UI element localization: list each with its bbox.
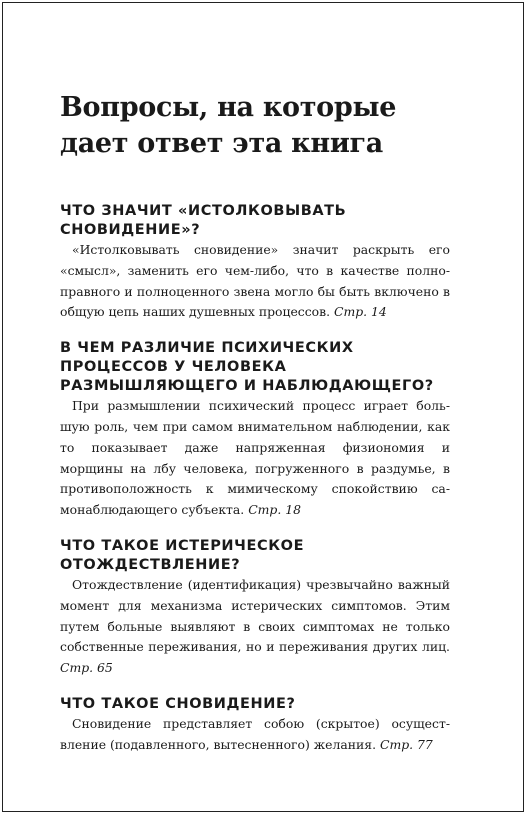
question-block	[60, 339, 450, 521]
question-heading: В ЧЕМ РАЗЛИЧИЕ ПСИХИЧЕСКИХ ПРОЦЕССОВ У ЧЕЛОВЕКА РАЗМЫШЛЯЮЩЕГО И НАБЛЮДАЮЩЕГО?	[60, 340, 434, 395]
answer-text	[60, 714, 450, 756]
page-reference: Стр. 65	[60, 660, 113, 676]
answer-body: При размышлении психический процесс играет большую роль, чем при самом внимательном наблюдении, как то показывает даже напряженная физиономия и морщины на лбу человека, погруженного в раздумье, в противоположность к мимическому спокойствию самонаблюдающего субъекта.	[60, 398, 450, 518]
answer-body: Сновидение представляет собою (скрытое) осуществление (подавленного, вытесненного) желания.	[60, 715, 450, 752]
question-block	[60, 695, 450, 756]
question-heading: ЧТО ЗНАЧИТ «ИСТОЛКОВЫВАТЬ СНОВИДЕНИЕ»?	[60, 203, 347, 238]
answer-body: Отождествление (идентификация) чрезвычайно важный момент для механизма истерических симптомов. Этим путем больные выявляют в своих симптомах не только собственные переживания, но и переживания других лиц.	[60, 576, 450, 655]
question-block	[60, 202, 450, 323]
answer-body: «Истолковывать сновидение» значит раскрыть его «смысл», заменить его чем-либо, что в качестве полноправного и полноценного звена могло бы быть включено в общую цепь наших душевных процессов.	[60, 242, 450, 320]
question-heading: ЧТО ТАКОЕ ИСТЕРИЧЕСКОЕ ОТОЖДЕСТВЛЕНИЕ?	[60, 537, 305, 573]
answer-text	[60, 575, 450, 679]
page-reference: Стр. 77	[380, 736, 433, 752]
answer-text	[60, 396, 450, 521]
page-reference: Стр. 18	[248, 502, 302, 518]
question-heading: ЧТО ТАКОЕ СНОВИДЕНИЕ?	[60, 695, 296, 712]
answer-text	[60, 240, 450, 323]
page-title: Вопросы, на которые дает ответ эта книга	[60, 92, 397, 159]
page-reference: Стр. 14	[334, 304, 387, 320]
question-block	[60, 537, 450, 679]
page-content	[60, 90, 450, 772]
